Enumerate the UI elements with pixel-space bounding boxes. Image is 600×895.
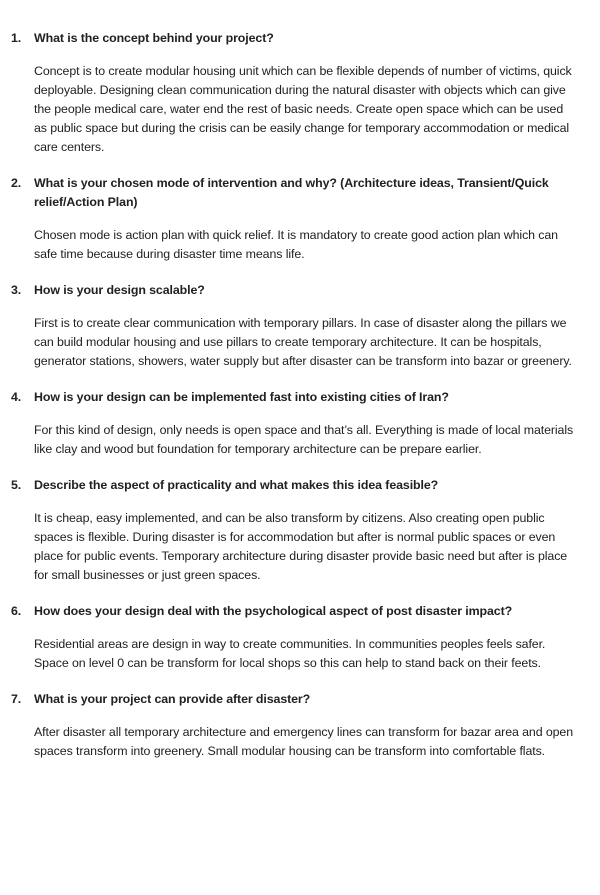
qa-item [11,281,579,371]
question-text: What is your project can provide after disaster? [34,692,311,706]
question-number: 7. [11,692,22,706]
answer-text: For this kind of design, only needs is open space and that’s all. Everything is made of local materials like clay and wood but foundation for temporary architecture can be prepare earlier. [34,423,574,456]
answer-text: Concept is to create modular housing unit which can be flexible depends of number of victims, quick deployable. Designing clean communication during the natural disaster with objects which can give the people medical care, water end the rest of basic needs. Create open space which can be used as public space but during the crisis can be easily change for temporary accommodation or medical care centers. [34,64,572,154]
answer-text: Residential areas are design in way to create communities. In communities peoples feels safer. Space on level 0 can be transform for local shops so this can help to stand back on their feets. [34,637,546,670]
question-row [11,388,579,407]
question-text: How is your design scalable? [34,283,205,297]
question-number: 4. [11,390,22,404]
question-number: 5. [11,478,22,492]
question-text: How does your design deal with the psychological aspect of post disaster impact? [34,604,513,618]
qa-item [11,388,579,459]
question-number: 1. [11,31,22,45]
question-row [11,174,579,212]
question-text: What is your chosen mode of intervention and why? (Architecture ideas, Transient/Quick relief/Action Plan) [34,176,549,209]
question-text: How is your design can be implemented fast into existing cities of Iran? [34,390,449,404]
answer-text: Chosen mode is action plan with quick relief. It is mandatory to create good action plan which can safe time because during disaster time means life. [34,228,558,261]
answer-text: After disaster all temporary architecture and emergency lines can transform for bazar area and open spaces transform into greenery. Small modular housing can be transform into comfortable flats. [34,725,574,758]
question-number: 3. [11,283,22,297]
question-row [11,281,579,300]
question-row [11,476,579,495]
question-number: 6. [11,604,22,618]
question-number: 2. [11,176,22,190]
answer-text: It is cheap, easy implemented, and can be also transform by citizens. Also creating open public spaces is flexible. During disaster is for accommodation but after is normal public spaces or even place for public events. Temporary architecture during disaster provide basic need but after is place for small businesses or just green spaces. [34,511,568,582]
question-row [11,602,579,621]
question-row [11,29,579,48]
qa-item [11,690,579,761]
question-row [11,690,579,709]
qa-item [11,174,579,264]
qa-item [11,476,579,585]
qa-item [11,29,579,157]
question-text: What is the concept behind your project? [34,31,274,45]
answer-text: First is to create clear communication with temporary pillars. In case of disaster along the pillars we can build modular housing and use pillars to create temporary architecture. It can be hospitals, generator stations, showers, water supply but after disaster can be transform into bazar or greenery. [34,316,572,368]
qa-item [11,602,579,673]
question-text: Describe the aspect of practicality and what makes this idea feasible? [34,478,439,492]
